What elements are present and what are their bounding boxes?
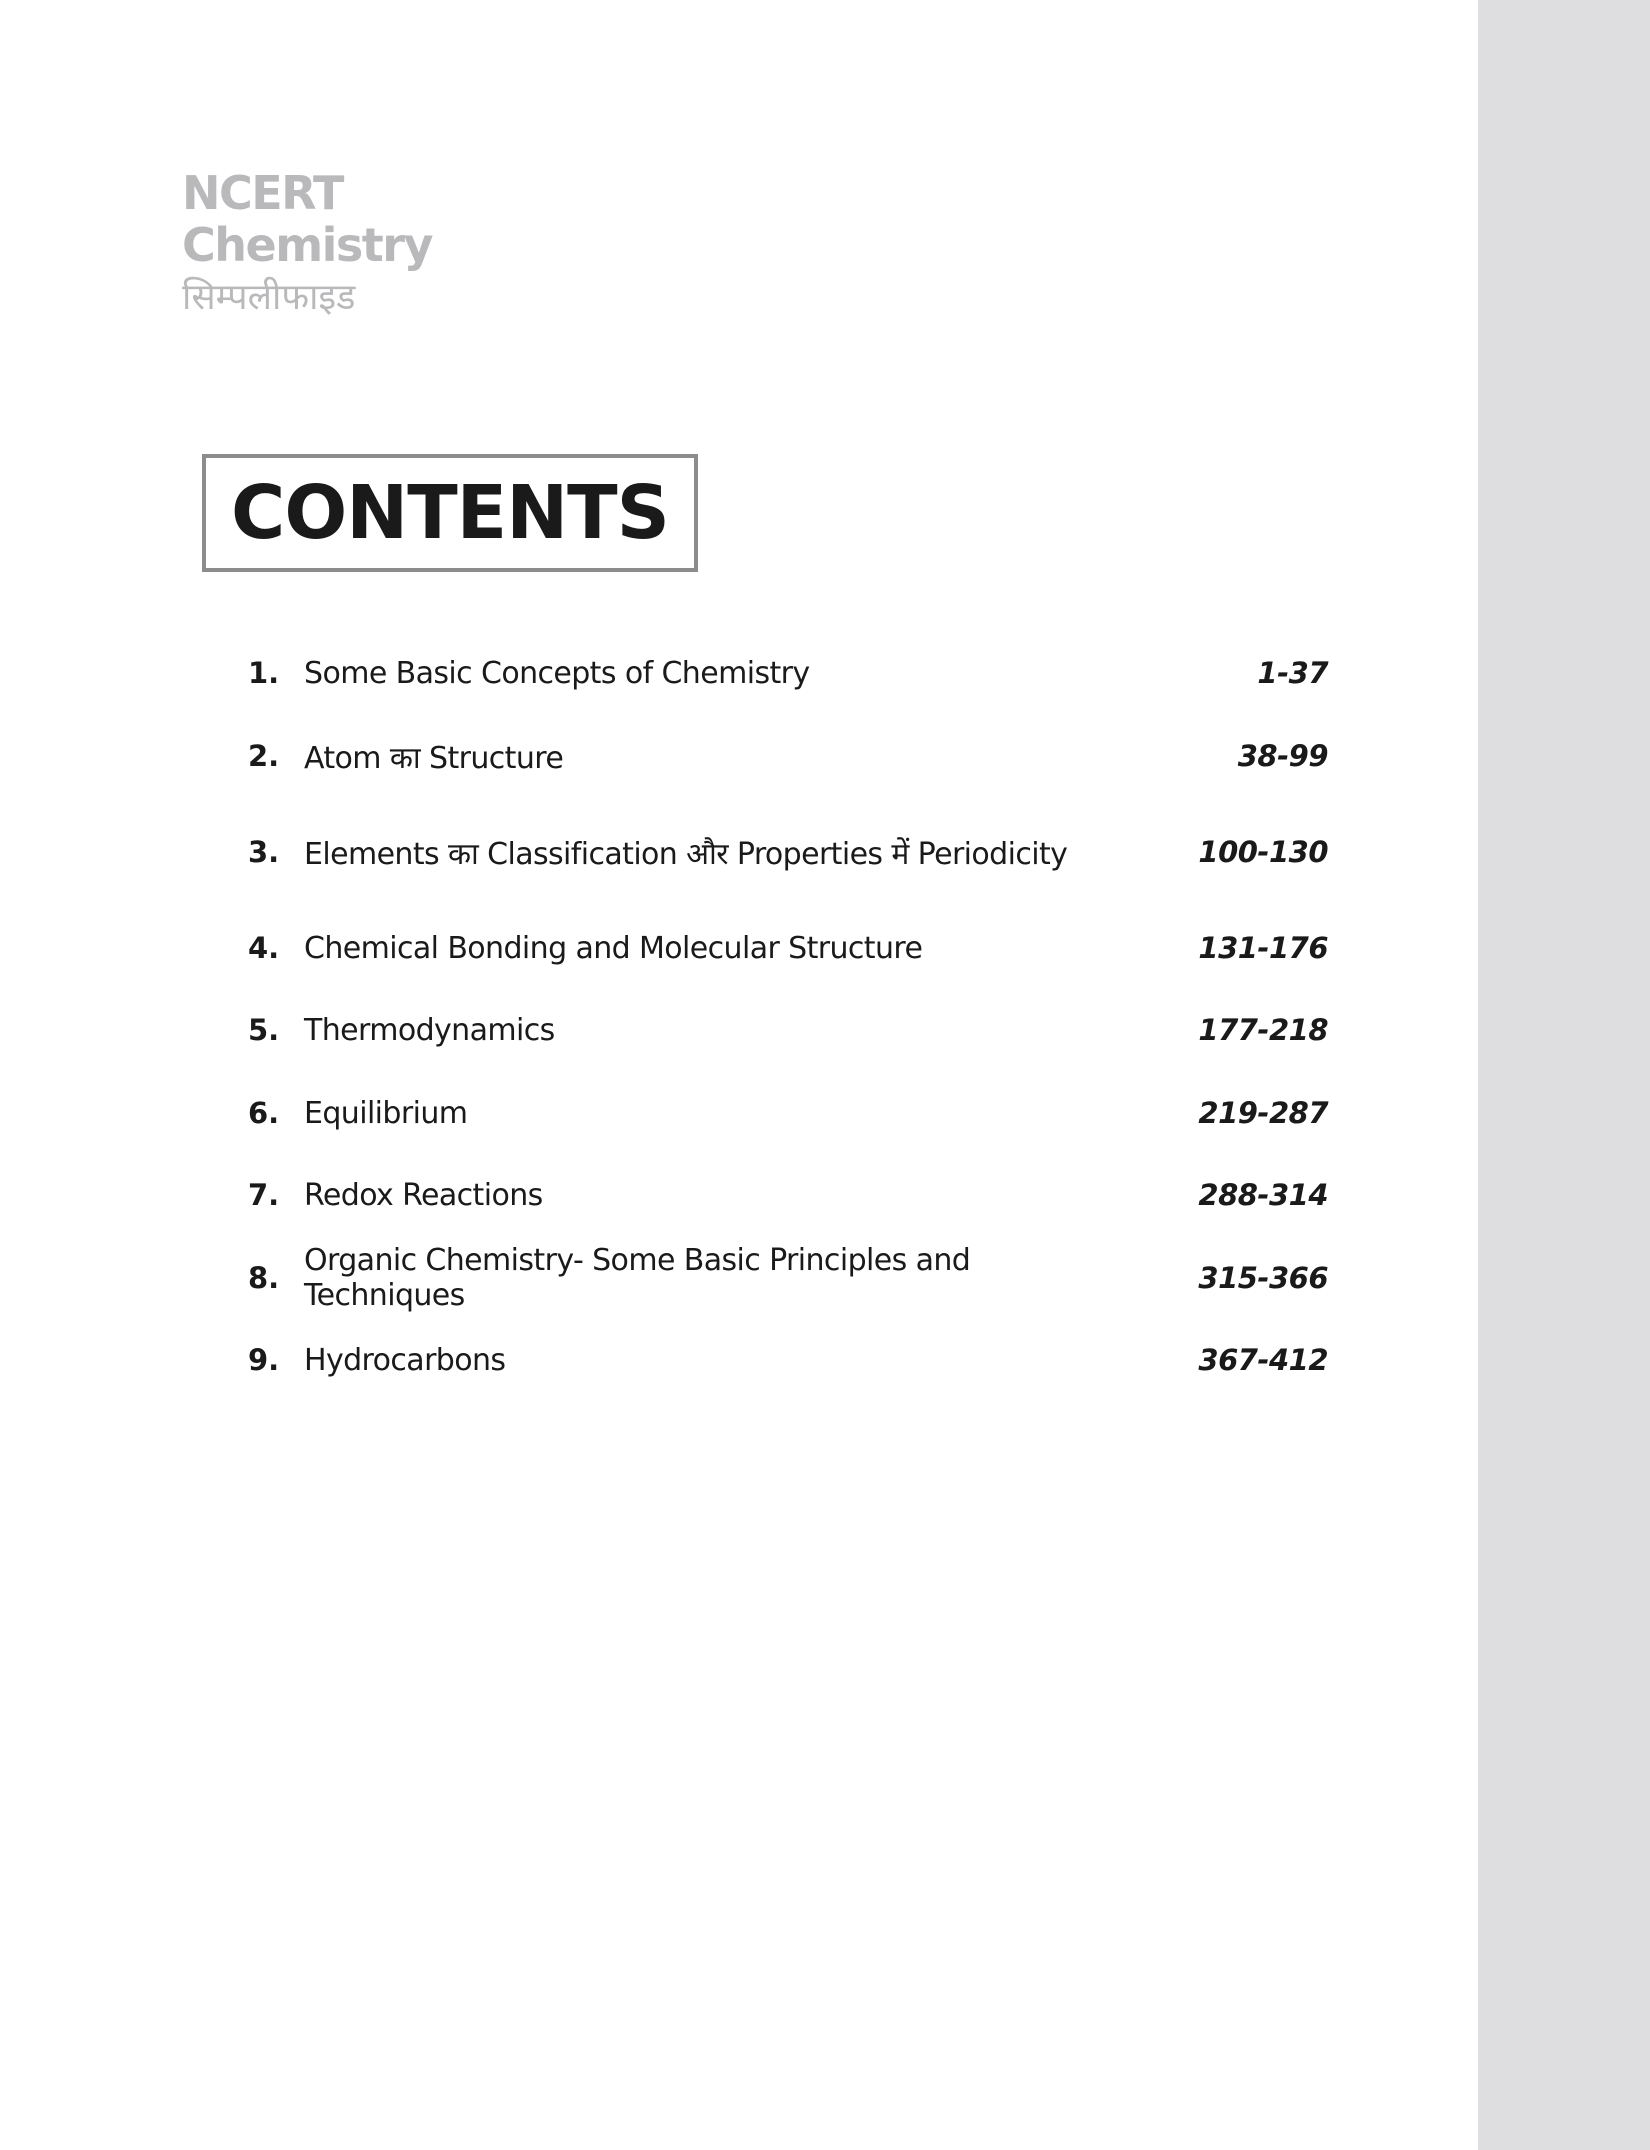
contents-heading-box xyxy=(202,454,698,572)
toc-entry-title: Elements का Classification और Properties में Periodicity xyxy=(304,836,1068,872)
toc-entry-pages: 177-218 xyxy=(1198,1013,1328,1047)
toc-entry-number: 4. xyxy=(248,931,280,965)
toc-entry-pages: 219-287 xyxy=(1198,1096,1328,1130)
toc-entry-number: 8. xyxy=(248,1261,280,1295)
toc-entry-pages: 315-366 xyxy=(1198,1261,1328,1295)
toc-entry[interactable] xyxy=(248,923,1328,973)
toc-entry-title: Hydrocarbons xyxy=(304,1342,506,1378)
toc-entry[interactable] xyxy=(248,1243,1328,1313)
toc-entry-number: 6. xyxy=(248,1096,280,1130)
toc-entry-pages: 131-176 xyxy=(1198,931,1328,965)
brand-line-simplified: सिम्पलीफाइड xyxy=(182,277,356,318)
toc-entry[interactable] xyxy=(248,827,1328,877)
toc-entry[interactable] xyxy=(248,1170,1328,1220)
brand-logo xyxy=(182,166,432,326)
toc-entry[interactable] xyxy=(248,731,1328,781)
toc-entry-number: 7. xyxy=(248,1178,280,1212)
toc-entry-number: 2. xyxy=(248,739,280,773)
side-margin-strip xyxy=(1478,0,1650,2150)
toc-entry-pages: 38-99 xyxy=(1237,739,1328,773)
toc-entry[interactable] xyxy=(248,1088,1328,1138)
toc-entry-number: 9. xyxy=(248,1343,280,1377)
toc-entry-pages: 1-37 xyxy=(1257,656,1328,690)
toc-entry[interactable] xyxy=(248,1335,1328,1385)
toc-entry[interactable] xyxy=(248,648,1328,698)
toc-entry-title: Thermodynamics xyxy=(304,1012,555,1048)
toc-entry-pages: 288-314 xyxy=(1198,1178,1328,1212)
toc-entry[interactable] xyxy=(248,1005,1328,1055)
toc-entry-title: Redox Reactions xyxy=(304,1177,543,1213)
toc-entry-number: 5. xyxy=(248,1013,280,1047)
brand-line-ncert: NCERT xyxy=(182,166,343,220)
toc-entry-title: Some Basic Concepts of Chemistry xyxy=(304,655,810,691)
toc-entry-pages: 100-130 xyxy=(1198,835,1328,869)
toc-entry-title: Equilibrium xyxy=(304,1095,468,1131)
toc-entry-number: 3. xyxy=(248,835,280,869)
toc-entry-number: 1. xyxy=(248,656,280,690)
toc-entry-pages: 367-412 xyxy=(1198,1343,1328,1377)
contents-heading: CONTENTS xyxy=(231,470,669,556)
toc-entry-title: Atom का Structure xyxy=(304,740,564,776)
toc-entry-title: Organic Chemistry- Some Basic Principles and Techniques xyxy=(304,1243,971,1313)
brand-line-chemistry: Chemistry xyxy=(182,218,432,272)
toc-entry-title: Chemical Bonding and Molecular Structure xyxy=(304,930,923,966)
